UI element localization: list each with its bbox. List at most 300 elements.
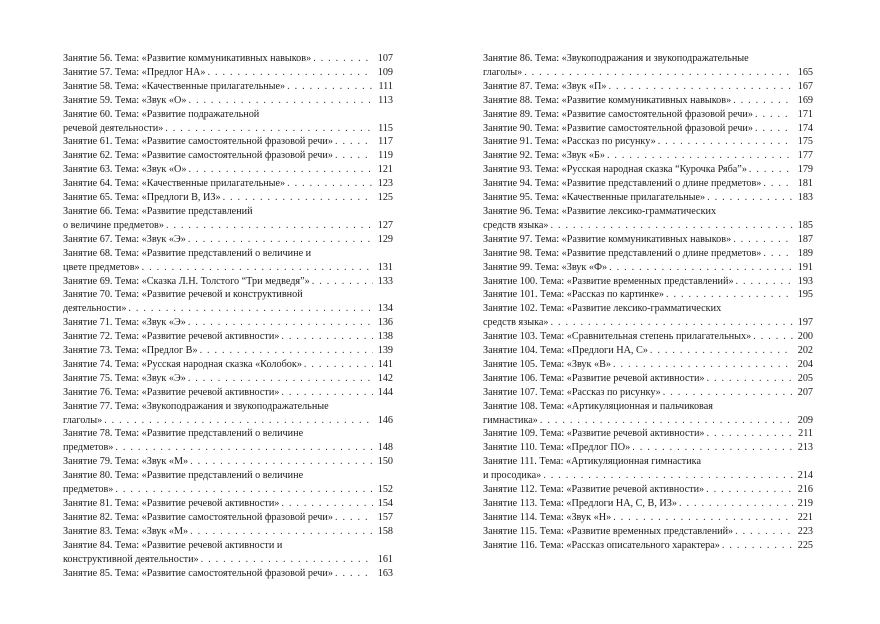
toc-entry-row [63, 122, 393, 136]
toc-entry-title: Занятие 92. Тема: «Звук «Б» [483, 150, 605, 162]
toc-entry-title: Занятие 61. Тема: «Развитие самостоятельной фразовой речи» [63, 136, 333, 148]
toc-entry-title: Занятие 100. Тема: «Развитие временных представлений» [483, 275, 734, 287]
toc-entry [483, 275, 813, 289]
toc-entry-row [483, 219, 813, 233]
toc-entry [483, 177, 813, 191]
toc-page-number: 136 [377, 317, 393, 329]
toc-entry-title: Занятие 58. Тема: «Качественные прилагательные» [63, 80, 286, 92]
toc-dot-leader [755, 108, 793, 122]
toc-page-number: 207 [797, 386, 813, 398]
toc-entry [63, 511, 393, 525]
toc-entry-row [63, 497, 393, 511]
toc-entry-title: Занятие 81. Тема: «Развитие речевой активности» [63, 498, 280, 509]
toc-entry-title-line: Занятие 66. Тема: «Развитие представлений [63, 205, 253, 217]
toc-dot-leader [763, 177, 793, 191]
toc-dot-leader [609, 261, 793, 275]
toc-dot-leader [223, 191, 373, 205]
toc-entry-row [483, 427, 813, 441]
toc-entry [483, 511, 813, 525]
toc-entry [63, 94, 393, 108]
toc-entry [483, 288, 813, 302]
toc-entry-title: Занятие 64. Тема: «Качественные прилагательные» [63, 178, 286, 190]
toc-page-number: 117 [378, 136, 393, 148]
toc-page-number: 125 [377, 192, 393, 204]
toc-dot-leader [335, 511, 373, 525]
toc-entry-row [63, 219, 393, 233]
toc-entry-row [483, 386, 813, 400]
toc-entry-row [63, 302, 393, 316]
toc-entry-row [63, 52, 393, 66]
toc-entry-title-line: Занятие 60. Тема: «Развитие подражательной [63, 108, 260, 120]
toc-page-number: 139 [377, 345, 393, 357]
toc-entry [483, 525, 813, 539]
toc-entry-title-line: Занятие 80. Тема: «Развитие представлений о величине [63, 470, 304, 482]
toc-entry [63, 205, 393, 233]
toc-entry [483, 135, 813, 149]
toc-dot-leader [613, 358, 793, 372]
toc-dot-leader [650, 344, 793, 358]
toc-dot-leader [679, 497, 793, 511]
toc-entry [63, 52, 393, 66]
toc-page-number: 121 [377, 164, 393, 176]
toc-entry-row [63, 233, 393, 247]
toc-entry [63, 288, 393, 316]
toc-dot-leader [128, 302, 373, 316]
toc-dot-leader [281, 330, 373, 344]
toc-entry [63, 66, 393, 80]
toc-entry-row [483, 358, 813, 372]
toc-page-number: 144 [377, 386, 393, 398]
toc-entry-title: Занятие 105. Тема: «Звук «В» [483, 358, 611, 370]
toc-entry-title-line: Занятие 108. Тема: «Артикуляционная и пальчиковая [483, 400, 713, 412]
toc-entry-title: глаголы» [483, 66, 523, 78]
toc-entry [483, 52, 813, 80]
toc-dot-leader [663, 386, 793, 400]
toc-entry [63, 386, 393, 400]
toc-entry-row [483, 525, 813, 539]
toc-dot-leader [335, 135, 373, 149]
toc-page-number: 158 [377, 525, 393, 537]
toc-dot-leader [335, 567, 373, 581]
toc-page-number: 163 [377, 567, 393, 579]
toc-entry [63, 455, 393, 469]
toc-entry-row [63, 344, 393, 358]
toc-entry-title: Занятие 116. Тема: «Рассказ описательного характера» [483, 539, 720, 551]
toc-entry-title: средств языка» [483, 219, 549, 231]
toc-page-number: 181 [797, 178, 813, 190]
toc-dot-leader [707, 372, 794, 386]
toc-page-number: 169 [797, 94, 813, 106]
toc-entry-row [483, 247, 813, 261]
toc-page-number: 221 [797, 511, 813, 523]
toc-entry-title-line: Занятие 111. Тема: «Артикуляционная гимнастика [483, 456, 701, 468]
toc-entry-title: о величине предметов» [63, 219, 164, 231]
toc-page-number: 123 [377, 178, 393, 190]
toc-entry-title: Занятие 85. Тема: «Развитие самостоятельной фразовой речи» [63, 567, 333, 579]
toc-entry-title: Занятие 115. Тема: «Развитие временных представлений» [483, 525, 734, 537]
toc-entry-title: Занятие 59. Тема: «Звук «О» [63, 94, 187, 106]
toc-entry-title: предметов» [63, 484, 114, 496]
toc-entry-title: Занятие 69. Тема: «Сказка Л.Н. Толстого “Три медведя”» [63, 275, 310, 287]
toc-dot-leader [287, 80, 373, 94]
toc-dot-leader [188, 163, 373, 177]
toc-dot-leader [165, 122, 373, 136]
toc-page-number: 133 [377, 275, 393, 287]
toc-page-number: 150 [377, 456, 393, 468]
toc-entry-row [63, 414, 393, 428]
toc-entry [483, 483, 813, 497]
toc-dot-leader [749, 163, 793, 177]
toc-entry [63, 330, 393, 344]
toc-dot-leader [722, 539, 793, 553]
toc-dot-leader [312, 275, 373, 289]
toc-dot-leader [335, 149, 373, 163]
toc-dot-leader [753, 330, 793, 344]
toc-entry-title: гимнастика» [483, 414, 538, 426]
toc-entry-title: Занятие 94. Тема: «Развитие представлений о длине предметов» [483, 178, 762, 190]
toc-entry-row [63, 275, 393, 289]
toc-entry-row [483, 191, 813, 205]
toc-page-number: 154 [377, 498, 393, 509]
toc-dot-leader [287, 177, 373, 191]
toc-entry-title: Занятие 97. Тема: «Развитие коммуникативных навыков» [483, 233, 732, 245]
toc-entry-title: Занятие 65. Тема: «Предлоги В, ИЗ» [63, 192, 221, 204]
toc-entry [483, 80, 813, 94]
toc-page-number: 141 [377, 358, 393, 370]
toc-entry-title: Занятие 57. Тема: «Предлог НА» [63, 66, 206, 78]
toc-page-number: 204 [797, 358, 813, 370]
toc-entry [63, 525, 393, 539]
toc-entry-row [63, 441, 393, 455]
toc-page-number: 189 [797, 247, 813, 259]
toc-dot-leader [733, 233, 793, 247]
toc-entry-row [483, 163, 813, 177]
toc-entry-title: Занятие 107. Тема: «Рассказ по рисунку» [483, 386, 661, 398]
toc-entry [63, 275, 393, 289]
toc-entry [483, 427, 813, 441]
toc-entry [63, 108, 393, 136]
toc-page-number: 177 [797, 150, 813, 162]
toc-entry-row [63, 455, 393, 469]
toc-entry-title-line: Занятие 86. Тема: «Звукоподражания и звукоподражательные [483, 53, 749, 64]
toc-dot-leader [142, 261, 373, 275]
toc-page-number: 185 [797, 219, 813, 231]
toc-entry-row [483, 414, 813, 428]
toc-entry [483, 539, 813, 553]
toc-entry-title-line: Занятие 96. Тема: «Развитие лексико-грамматических [483, 205, 717, 217]
toc-entry-title: Занятие 75. Тема: «Звук «Э» [63, 372, 186, 384]
toc-page-number: 161 [377, 553, 393, 565]
toc-entry-row [483, 108, 813, 122]
toc-entry [483, 163, 813, 177]
toc-entry-title: Занятие 98. Тема: «Развитие представлений о длине предметов» [483, 247, 762, 259]
toc-entry-title: и просодика» [483, 470, 542, 482]
toc-entry-title: Занятие 93. Тема: «Русская народная сказка “Курочка Ряба”» [483, 164, 747, 176]
toc-dot-leader [755, 122, 793, 136]
toc-entry-title: Занятие 76. Тема: «Развитие речевой активности» [63, 386, 280, 398]
toc-entry-title: Занятие 91. Тема: «Рассказ по рисунку» [483, 136, 656, 148]
toc-dot-leader [540, 414, 793, 428]
toc-entry [63, 358, 393, 372]
toc-entry-title: Занятие 114. Тема: «Звук «Н» [483, 511, 612, 523]
toc-entry-row [483, 511, 813, 525]
toc-entry-row [483, 233, 813, 247]
toc-dot-leader [104, 414, 373, 428]
toc-page-number: 193 [797, 275, 813, 287]
toc-dot-leader [188, 94, 373, 108]
toc-entry-row [483, 261, 813, 275]
toc-entry [483, 205, 813, 233]
toc-entry [63, 80, 393, 94]
toc-dot-leader [632, 441, 793, 455]
toc-page-number: 175 [797, 136, 813, 148]
toc-entry [63, 177, 393, 191]
toc-page-number: 205 [797, 372, 813, 384]
toc-page-number: 111 [378, 80, 393, 92]
toc-entry [63, 427, 393, 455]
toc-entry-title: Занятие 74. Тема: «Русская народная сказка «Колобок» [63, 358, 302, 370]
toc-page-number: 183 [797, 192, 813, 204]
toc-dot-leader [666, 288, 793, 302]
toc-entry-row [483, 149, 813, 163]
toc-entry [483, 455, 813, 483]
toc-entry-row [63, 94, 393, 108]
toc-entry [483, 122, 813, 136]
toc-entry-title: глаголы» [63, 414, 103, 426]
toc-entry-title: Занятие 79. Тема: «Звук «М» [63, 456, 189, 468]
toc-entry [483, 149, 813, 163]
toc-dot-leader [281, 497, 373, 511]
toc-entry-row [483, 441, 813, 455]
toc-entry-title: Занятие 83. Тема: «Звук «М» [63, 525, 189, 537]
toc-entry-row [483, 66, 813, 80]
toc-page-number: 115 [378, 122, 393, 134]
toc-entry [63, 469, 393, 497]
toc-dot-leader [763, 247, 793, 261]
toc-entry-row [483, 288, 813, 302]
toc-entry-row [63, 191, 393, 205]
toc-page-number: 167 [797, 80, 813, 92]
toc-entry-row [63, 525, 393, 539]
toc-entry-title: деятельности» [63, 303, 127, 315]
toc-page-number: 225 [797, 539, 813, 551]
toc-entry-title: Занятие 88. Тема: «Развитие коммуникативных навыков» [483, 94, 732, 106]
toc-entry-title: Занятие 63. Тема: «Звук «О» [63, 164, 187, 176]
toc-dot-leader [735, 525, 793, 539]
toc-entry-row [63, 177, 393, 191]
toc-page-number: 202 [797, 345, 813, 357]
toc-dot-leader [733, 94, 793, 108]
toc-entry [63, 372, 393, 386]
toc-page-number: 146 [377, 414, 393, 426]
toc-entry-title: предметов» [63, 442, 114, 454]
toc-page-number: 134 [377, 303, 393, 315]
toc-dot-leader [707, 427, 794, 441]
toc-entry-row [483, 483, 813, 497]
toc-page-number: 107 [377, 53, 393, 64]
toc-dot-leader [166, 219, 373, 233]
toc-page-number: 214 [797, 470, 813, 482]
toc-entry [63, 135, 393, 149]
toc-dot-leader [313, 52, 373, 66]
toc-page-number: 200 [797, 331, 813, 343]
toc-entry-row [63, 330, 393, 344]
toc-dot-leader [188, 316, 373, 330]
toc-entry-row [483, 94, 813, 108]
toc-entry-title: конструктивной деятельности» [63, 553, 199, 565]
toc-entry [63, 539, 393, 567]
toc-entry-title: Занятие 82. Тема: «Развитие самостоятельной фразовой речи» [63, 511, 333, 523]
toc-entry-title: Занятие 62. Тема: «Развитие самостоятельной фразовой речи» [63, 150, 333, 162]
toc-entry-title-line: Занятие 70. Тема: «Развитие речевой и конструктивной [63, 289, 303, 301]
toc-entry-row [483, 469, 813, 483]
toc-dot-leader [207, 66, 373, 80]
toc-entry-row [63, 80, 393, 94]
toc-page-number: 223 [797, 525, 813, 537]
toc-entry-row [63, 149, 393, 163]
toc-entry-row [63, 553, 393, 567]
toc-page-number: 171 [797, 108, 813, 120]
toc-entry-row [483, 177, 813, 191]
toc-entry [483, 344, 813, 358]
toc-entry-title: Занятие 71. Тема: «Звук «Э» [63, 317, 186, 329]
toc-entry-title: речевой деятельности» [63, 122, 164, 134]
toc-entry-row [483, 122, 813, 136]
toc-entry [483, 302, 813, 330]
toc-dot-leader [188, 233, 373, 247]
toc-dot-leader [281, 386, 373, 400]
toc-entry [63, 344, 393, 358]
toc-entry-row [63, 135, 393, 149]
toc-entry-title: Занятие 95. Тема: «Качественные прилагательные» [483, 192, 706, 204]
toc-page-number: 191 [797, 261, 813, 273]
toc-page-number: 219 [797, 498, 813, 509]
toc-entry [483, 233, 813, 247]
toc-entry-row [483, 330, 813, 344]
toc-page-number: 187 [797, 233, 813, 245]
toc-page-number: 142 [377, 372, 393, 384]
toc-entry [63, 400, 393, 428]
toc-entry-row [483, 135, 813, 149]
toc-entry [483, 261, 813, 275]
toc-entry-row [63, 358, 393, 372]
toc-entry [483, 400, 813, 428]
toc-dot-leader [200, 344, 373, 358]
toc-entry-title: средств языка» [483, 317, 549, 329]
toc-entry-row [63, 163, 393, 177]
toc-entry-title-line: Занятие 78. Тема: «Развитие представлений о величине [63, 428, 304, 440]
toc-entry [483, 247, 813, 261]
toc-entry-row [63, 261, 393, 275]
toc-entry [483, 497, 813, 511]
toc-page-number: 109 [377, 66, 393, 78]
toc-page-number: 197 [797, 317, 813, 329]
toc-entry-title-line: Занятие 68. Тема: «Развитие представлений о величине и [63, 247, 312, 259]
toc-entry-row [63, 483, 393, 497]
toc-dot-leader [607, 149, 793, 163]
toc-dot-leader [524, 66, 793, 80]
toc-entry-title: Занятие 67. Тема: «Звук «Э» [63, 233, 186, 245]
toc-entry-title: Занятие 87. Тема: «Звук «П» [483, 80, 607, 92]
toc-dot-leader [115, 483, 373, 497]
toc-dot-leader [543, 469, 793, 483]
toc-dot-leader [190, 455, 373, 469]
toc-entry-row [483, 372, 813, 386]
toc-entry-row [63, 386, 393, 400]
toc-entry-row [63, 511, 393, 525]
toc-entry-title: Занятие 103. Тема: «Сравнительная степень прилагательных» [483, 331, 752, 343]
toc-page-number: 152 [377, 484, 393, 496]
toc-page-number: 129 [377, 233, 393, 245]
toc-left-column [63, 52, 393, 580]
toc-entry-title: Занятие 56. Тема: «Развитие коммуникативных навыков» [63, 53, 312, 64]
toc-page-number: 216 [797, 484, 813, 496]
toc-entry-row [483, 344, 813, 358]
toc-entry-row [483, 539, 813, 553]
toc-page-number: 138 [377, 331, 393, 343]
toc-page-number: 131 [377, 261, 393, 273]
toc-entry-row [483, 275, 813, 289]
toc-entry [483, 330, 813, 344]
toc-right-column [483, 52, 813, 553]
toc-entry [483, 372, 813, 386]
toc-entry-row [63, 567, 393, 581]
toc-entry-row [483, 316, 813, 330]
toc-entry [483, 191, 813, 205]
toc-dot-leader [304, 358, 373, 372]
toc-page-number: 174 [797, 122, 813, 134]
toc-entry-title: Занятие 104. Тема: «Предлоги НА, С» [483, 345, 648, 357]
toc-entry-title: Занятие 90. Тема: «Развитие самостоятельной фразовой речи» [483, 122, 753, 134]
toc-dot-leader [608, 80, 793, 94]
toc-entry [483, 108, 813, 122]
toc-entry [63, 233, 393, 247]
toc-page-number: 157 [377, 511, 393, 523]
toc-page-number: 119 [378, 150, 393, 162]
toc-dot-leader [706, 483, 793, 497]
toc-page-number: 179 [797, 164, 813, 176]
toc-entry-title: Занятие 109. Тема: «Развитие речевой активности» [483, 428, 705, 440]
toc-entry-title-line: Занятие 77. Тема: «Звукоподражания и звукоподражательные [63, 400, 329, 412]
toc-entry-row [483, 80, 813, 94]
toc-entry-title: Занятие 101. Тема: «Рассказ по картинке» [483, 289, 664, 301]
toc-entry-title-line: Занятие 102. Тема: «Развитие лексико-грамматических [483, 303, 722, 315]
toc-page-number: 209 [797, 414, 813, 426]
toc-dot-leader [550, 219, 793, 233]
toc-entry-title-line: Занятие 84. Тема: «Развитие речевой активности и [63, 539, 283, 551]
toc-page-number: 195 [797, 289, 813, 301]
toc-dot-leader [190, 525, 373, 539]
toc-entry [483, 358, 813, 372]
toc-entry-title: Занятие 72. Тема: «Развитие речевой активности» [63, 331, 280, 343]
toc-page-number: 148 [377, 442, 393, 454]
toc-entry-title: Занятие 73. Тема: «Предлог В» [63, 345, 198, 357]
toc-entry [63, 163, 393, 177]
toc-entry [483, 386, 813, 400]
toc-entry-title: Занятие 99. Тема: «Звук «Ф» [483, 261, 608, 273]
toc-entry [483, 441, 813, 455]
toc-dot-leader [613, 511, 793, 525]
toc-page-number: 211 [798, 428, 813, 440]
toc-dot-leader [550, 316, 793, 330]
toc-entry-row [63, 66, 393, 80]
toc-entry [63, 567, 393, 581]
toc-entry-row [483, 497, 813, 511]
toc-page-number: 113 [378, 94, 393, 106]
toc-entry-title: цвете предметов» [63, 261, 140, 273]
toc-dot-leader [707, 191, 793, 205]
toc-entry-title: Занятие 110. Тема: «Предлог ПО» [483, 442, 631, 454]
